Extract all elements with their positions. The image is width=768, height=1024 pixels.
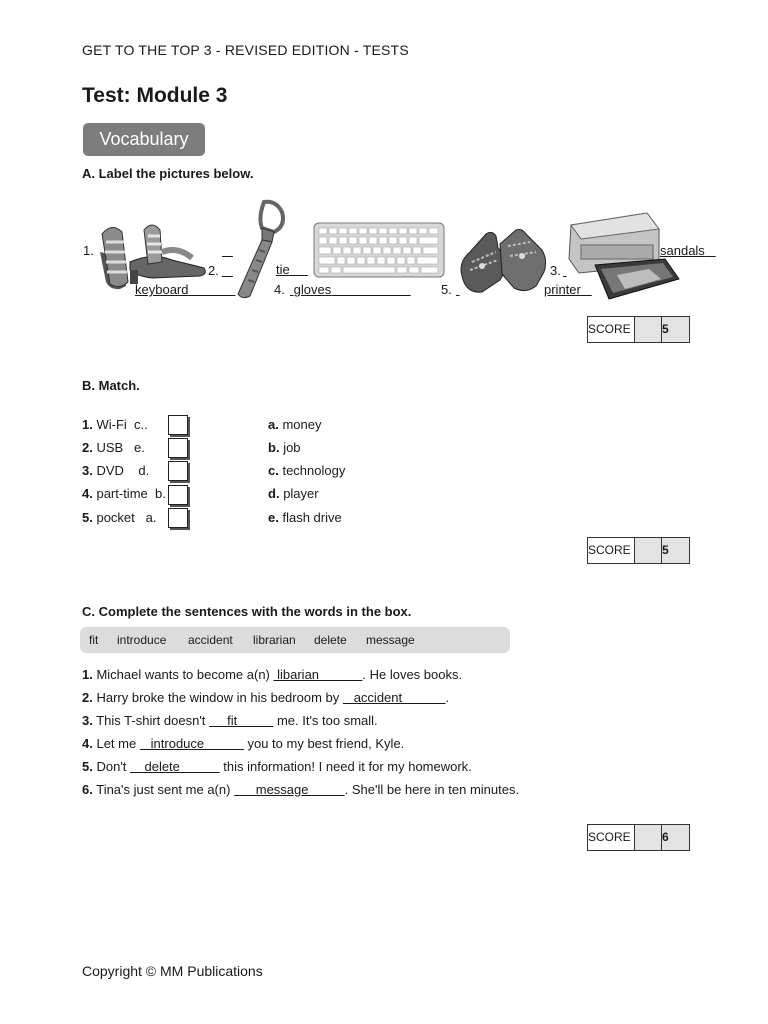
label-number-5: 5. [441,282,452,297]
match-left-1: 1. Wi-Fi c.. [82,417,148,432]
score-box-b [587,537,690,564]
word-box-item: librarian [253,633,296,647]
label-blank-2 [222,263,233,278]
page-title: Test: Module 3 [82,84,228,107]
label-number-4: 4. [274,282,285,297]
section-c-instruction: C. Complete the sentences with the words in the box. [82,604,412,619]
sentence-3: 3. This T-shirt doesn't fit me. It's too small. [82,713,378,728]
label-number-3: 3. [550,263,561,278]
match-left-4: 4. part-time b. [82,486,166,501]
score-value-b: 5 [661,538,689,563]
copyright-footer: Copyright © MM Publications [82,963,263,979]
match-checkbox-2[interactable] [168,438,188,458]
book-header: GET TO THE TOP 3 - REVISED EDITION - TESTS [82,42,409,58]
score-value-c: 6 [661,825,689,850]
sentence-fill-6[interactable]: message [234,782,345,797]
section-badge: Vocabulary [83,123,205,156]
section-b-instruction: B. Match. [82,378,140,393]
answer-gloves: gloves [293,282,332,297]
answer-keyboard: keyboard [135,282,189,297]
match-right-e: e. flash drive [268,510,342,525]
match-checkbox-1[interactable] [168,415,188,435]
sentence-2: 2. Harry broke the window in his bedroom by accident . [82,690,450,705]
score-box-a [587,316,690,343]
word-box-item: delete [314,633,347,647]
match-left-2: 2. USB e. [82,440,145,455]
sentence-fill-5[interactable]: delete [130,759,220,774]
answer-printer: printer [544,282,581,297]
gloves-image [456,226,550,294]
sentence-4: 4. Let me introduce you to my best friend, Kyle. [82,736,405,751]
answer-tie: tie [276,262,290,277]
word-box-item: message [366,633,415,647]
score-value-a: 5 [661,317,689,342]
score-label: SCORE [588,317,635,342]
match-right-a: a. money [268,417,322,432]
sentence-1: 1. Michael wants to become a(n) libarian . He loves books. [82,667,463,682]
label-number-2: 2. [208,263,219,278]
match-checkbox-3[interactable] [168,461,188,481]
sentence-fill-2[interactable]: accident [342,690,446,705]
sentence-fill-1[interactable]: libarian [273,667,363,682]
sentence-6: 6. Tina's just sent me a(n) message . She'll be here in ten minutes. [82,782,520,797]
match-left-5: 5. pocket a. [82,510,157,525]
answer-sandals: sandals [660,243,705,258]
score-box-c [587,824,690,851]
label-number-1: 1. [83,243,94,258]
sentence-fill-4[interactable]: introduce [139,736,244,751]
sentence-5: 5. Don't delete this information! I need it for my homework. [82,759,472,774]
sandals-image [92,212,210,292]
score-label: SCORE [588,538,635,563]
match-right-c: c. technology [268,463,346,478]
score-label: SCORE [588,825,635,850]
match-checkbox-4[interactable] [168,485,188,505]
word-box-item: introduce [117,633,167,647]
keyboard-image [313,222,445,278]
match-right-d: d. player [268,486,319,501]
match-checkbox-5[interactable] [168,508,188,528]
word-box-item: fit [89,633,99,647]
sentence-fill-3[interactable]: fit [209,713,274,728]
word-box-item: accident [188,633,233,647]
label-blank-3 [563,263,567,278]
section-a-instruction: A. Label the pictures below. [82,166,254,181]
match-left-3: 3. DVD d. [82,463,150,478]
label-blank-5 [456,282,460,297]
match-right-b: b. job [268,440,301,455]
